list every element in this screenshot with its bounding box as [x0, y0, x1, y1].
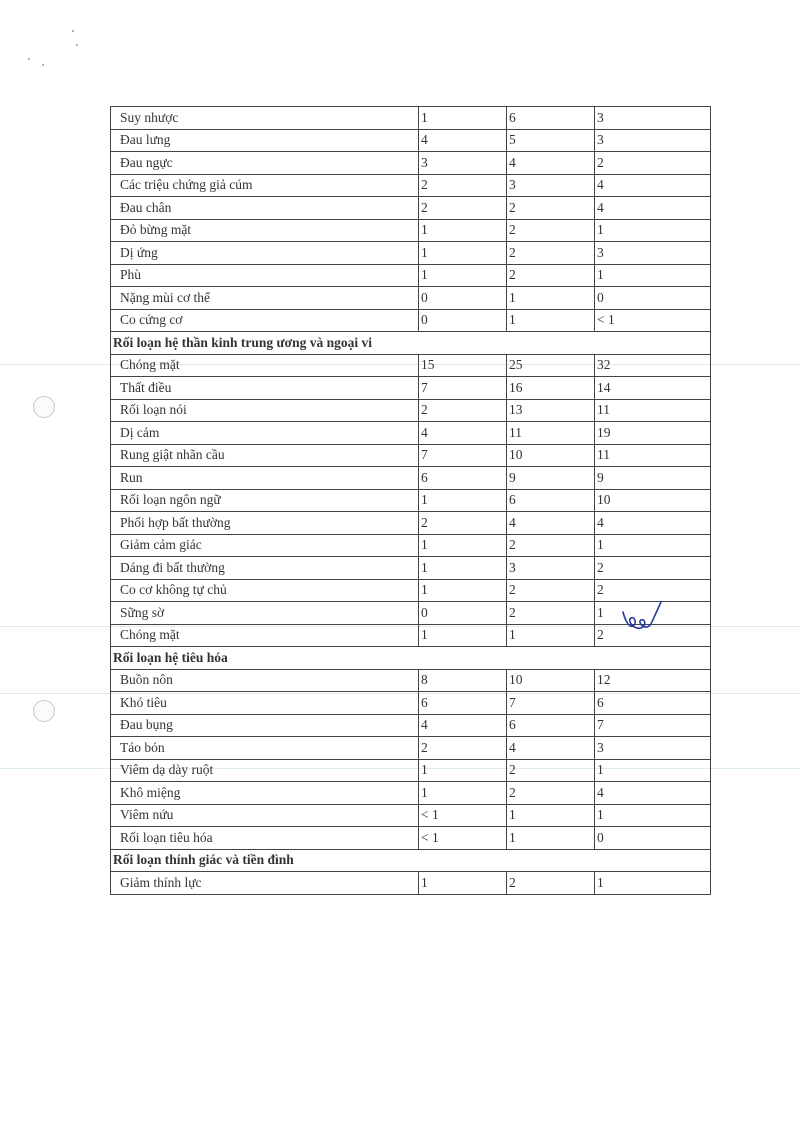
value-cell-3: 9	[595, 467, 711, 490]
value-cell-3: 1	[595, 804, 711, 827]
value-cell-2: 4	[507, 512, 595, 535]
symptom-cell: Khó tiêu	[111, 692, 419, 715]
symptom-cell: Nặng mùi cơ thể	[111, 287, 419, 310]
value-cell-1: 8	[419, 669, 507, 692]
table-row	[111, 737, 711, 760]
value-cell-1: 0	[419, 309, 507, 332]
value-cell-3: 0	[595, 827, 711, 850]
value-cell-2: 10	[507, 669, 595, 692]
section-title: Rối loạn hệ thần kinh trung ương và ngoại vi	[111, 332, 711, 355]
value-cell-2: 11	[507, 422, 595, 445]
symptom-cell: Các triệu chứng giả cúm	[111, 174, 419, 197]
symptom-cell: Đau ngực	[111, 152, 419, 175]
value-cell-1: 15	[419, 354, 507, 377]
value-cell-1: < 1	[419, 804, 507, 827]
value-cell-3: 11	[595, 399, 711, 422]
symptom-cell: Đau bụng	[111, 714, 419, 737]
value-cell-3: 3	[595, 107, 711, 130]
table-row	[111, 557, 711, 580]
symptom-cell: Thất điều	[111, 377, 419, 400]
table-row	[111, 107, 711, 130]
table-row	[111, 872, 711, 895]
symptom-cell: Sững sờ	[111, 602, 419, 625]
value-cell-3: 4	[595, 512, 711, 535]
symptom-cell: Co cơ không tự chủ	[111, 579, 419, 602]
handwritten-initials	[615, 598, 665, 638]
table-row	[111, 467, 711, 490]
value-cell-2: 1	[507, 827, 595, 850]
value-cell-2: 6	[507, 489, 595, 512]
value-cell-2: 6	[507, 107, 595, 130]
value-cell-3: 1	[595, 872, 711, 895]
table-section-header	[111, 332, 711, 355]
table-row	[111, 759, 711, 782]
table-row	[111, 714, 711, 737]
value-cell-3: 0	[595, 287, 711, 310]
value-cell-1: 6	[419, 467, 507, 490]
value-cell-2: 6	[507, 714, 595, 737]
value-cell-3: 7	[595, 714, 711, 737]
symptom-cell: Viêm nứu	[111, 804, 419, 827]
value-cell-3: 4	[595, 197, 711, 220]
value-cell-3: 12	[595, 669, 711, 692]
symptom-cell: Run	[111, 467, 419, 490]
value-cell-2: 3	[507, 174, 595, 197]
table-row	[111, 692, 711, 715]
value-cell-2: 2	[507, 219, 595, 242]
table-row	[111, 129, 711, 152]
symptom-cell: Rối loạn tiêu hóa	[111, 827, 419, 850]
table-row	[111, 399, 711, 422]
symptom-cell: Co cứng cơ	[111, 309, 419, 332]
value-cell-3: 4	[595, 174, 711, 197]
value-cell-3: 2	[595, 557, 711, 580]
table-row	[111, 804, 711, 827]
value-cell-2: 9	[507, 467, 595, 490]
value-cell-1: 1	[419, 579, 507, 602]
value-cell-3: 32	[595, 354, 711, 377]
symptom-cell: Táo bón	[111, 737, 419, 760]
symptom-cell: Phù	[111, 264, 419, 287]
value-cell-1: 2	[419, 197, 507, 220]
value-cell-2: 3	[507, 557, 595, 580]
value-cell-2: 2	[507, 872, 595, 895]
symptom-cell: Viêm dạ dày ruột	[111, 759, 419, 782]
symptom-cell: Đỏ bừng mặt	[111, 219, 419, 242]
scan-speck	[28, 58, 30, 60]
value-cell-3: 2	[595, 579, 711, 602]
section-title: Rối loạn thính giác và tiền đình	[111, 849, 711, 872]
value-cell-1: 1	[419, 242, 507, 265]
table-row	[111, 354, 711, 377]
table-row	[111, 197, 711, 220]
value-cell-1: < 1	[419, 827, 507, 850]
value-cell-3: 1	[595, 219, 711, 242]
value-cell-1: 6	[419, 692, 507, 715]
symptom-cell: Giảm cảm giác	[111, 534, 419, 557]
value-cell-3: 1	[595, 534, 711, 557]
value-cell-3: 14	[595, 377, 711, 400]
table-row	[111, 152, 711, 175]
value-cell-1: 0	[419, 287, 507, 310]
symptom-cell: Suy nhược	[111, 107, 419, 130]
value-cell-1: 1	[419, 782, 507, 805]
value-cell-2: 2	[507, 759, 595, 782]
value-cell-1: 2	[419, 174, 507, 197]
value-cell-3: 1	[595, 264, 711, 287]
value-cell-1: 1	[419, 759, 507, 782]
value-cell-2: 2	[507, 782, 595, 805]
value-cell-1: 1	[419, 264, 507, 287]
value-cell-1: 1	[419, 219, 507, 242]
value-cell-2: 25	[507, 354, 595, 377]
value-cell-2: 2	[507, 602, 595, 625]
value-cell-2: 2	[507, 534, 595, 557]
value-cell-1: 2	[419, 512, 507, 535]
value-cell-1: 7	[419, 377, 507, 400]
symptom-cell: Đau chân	[111, 197, 419, 220]
symptom-cell: Đau lưng	[111, 129, 419, 152]
value-cell-2: 13	[507, 399, 595, 422]
value-cell-1: 1	[419, 557, 507, 580]
table-row	[111, 512, 711, 535]
value-cell-2: 2	[507, 264, 595, 287]
value-cell-3: 2	[595, 624, 711, 647]
value-cell-2: 1	[507, 309, 595, 332]
value-cell-1: 2	[419, 399, 507, 422]
adverse-events-table	[110, 106, 711, 895]
scan-speck	[76, 44, 78, 46]
table-row	[111, 489, 711, 512]
value-cell-1: 1	[419, 624, 507, 647]
table-row	[111, 827, 711, 850]
table-row	[111, 219, 711, 242]
value-cell-2: 5	[507, 129, 595, 152]
value-cell-2: 4	[507, 737, 595, 760]
symptom-cell: Buồn nôn	[111, 669, 419, 692]
symptom-cell: Giảm thính lực	[111, 872, 419, 895]
value-cell-3: 6	[595, 692, 711, 715]
value-cell-3: 3	[595, 242, 711, 265]
table-row	[111, 309, 711, 332]
value-cell-1: 4	[419, 714, 507, 737]
value-cell-2: 16	[507, 377, 595, 400]
value-cell-3: 2	[595, 152, 711, 175]
value-cell-1: 0	[419, 602, 507, 625]
symptom-cell: Dị cảm	[111, 422, 419, 445]
section-title: Rối loạn hệ tiêu hóa	[111, 647, 711, 670]
value-cell-1: 1	[419, 489, 507, 512]
value-cell-2: 1	[507, 287, 595, 310]
value-cell-1: 1	[419, 107, 507, 130]
value-cell-3: 19	[595, 422, 711, 445]
value-cell-1: 4	[419, 422, 507, 445]
table-row	[111, 242, 711, 265]
table-section-header	[111, 647, 711, 670]
table-row	[111, 264, 711, 287]
symptom-cell: Rối loạn ngôn ngữ	[111, 489, 419, 512]
value-cell-3: 3	[595, 129, 711, 152]
scan-speck	[72, 30, 74, 32]
table-row	[111, 782, 711, 805]
value-cell-2: 10	[507, 444, 595, 467]
value-cell-3: 10	[595, 489, 711, 512]
scan-speck	[42, 64, 44, 66]
symptom-cell: Rung giật nhãn cầu	[111, 444, 419, 467]
table-row	[111, 444, 711, 467]
punch-hole	[33, 396, 55, 418]
value-cell-3: 3	[595, 737, 711, 760]
table-row	[111, 422, 711, 445]
value-cell-2: 7	[507, 692, 595, 715]
value-cell-1: 2	[419, 737, 507, 760]
symptom-cell: Dị ứng	[111, 242, 419, 265]
table-row	[111, 174, 711, 197]
value-cell-3: 1	[595, 759, 711, 782]
value-cell-3: 4	[595, 782, 711, 805]
symptom-cell: Phối hợp bất thường	[111, 512, 419, 535]
symptom-cell: Dáng đi bất thường	[111, 557, 419, 580]
value-cell-2: 2	[507, 197, 595, 220]
value-cell-1: 1	[419, 872, 507, 895]
symptom-cell: Khô miệng	[111, 782, 419, 805]
table-row	[111, 377, 711, 400]
value-cell-3: < 1	[595, 309, 711, 332]
value-cell-1: 7	[419, 444, 507, 467]
value-cell-2: 1	[507, 624, 595, 647]
value-cell-2: 2	[507, 579, 595, 602]
value-cell-2: 4	[507, 152, 595, 175]
table-row	[111, 534, 711, 557]
table-row	[111, 669, 711, 692]
value-cell-1: 3	[419, 152, 507, 175]
value-cell-1: 4	[419, 129, 507, 152]
value-cell-1: 1	[419, 534, 507, 557]
symptom-cell: Chóng mặt	[111, 354, 419, 377]
value-cell-3: 11	[595, 444, 711, 467]
table-row	[111, 287, 711, 310]
value-cell-3: 1	[595, 602, 711, 625]
symptom-cell: Rối loạn nói	[111, 399, 419, 422]
punch-hole	[33, 700, 55, 722]
value-cell-2: 1	[507, 804, 595, 827]
table-section-header	[111, 849, 711, 872]
value-cell-2: 2	[507, 242, 595, 265]
symptom-cell: Chóng mặt	[111, 624, 419, 647]
